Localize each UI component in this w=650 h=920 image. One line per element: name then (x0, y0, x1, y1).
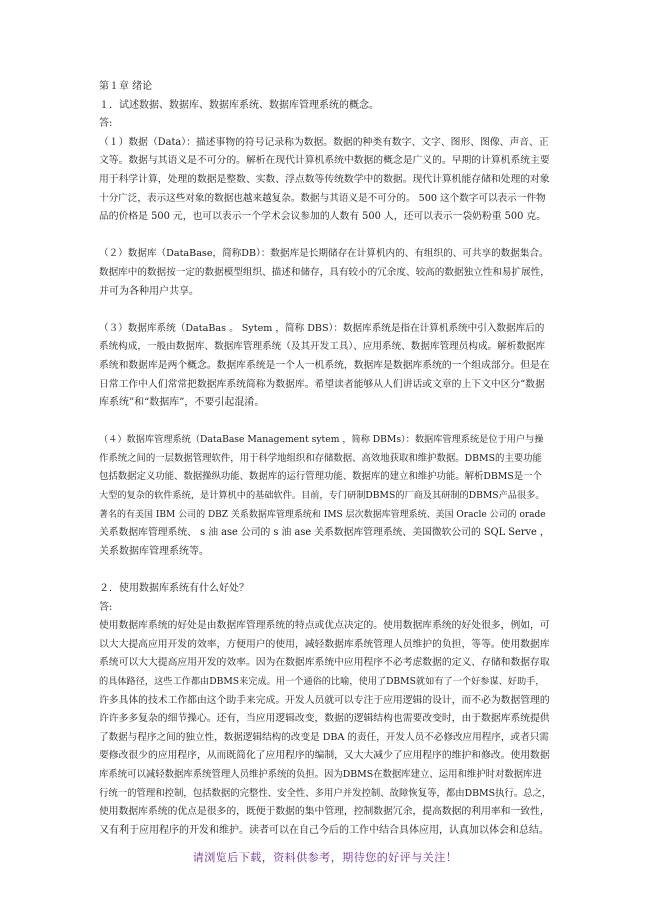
paragraph-gap (99, 413, 549, 432)
q2-p1-line: 要修改很少的应用程序，从而既简化了应用程序的编制，又大大减少了应用程序的维护和修改。使用数据 (99, 750, 550, 762)
q1-p4-line: 著名的有美国 IBM 公司的 DBZ 关系数据库管理系统和 IMS 层次数据库管理系统、美国 Oracle 公司的 orade (99, 509, 546, 520)
chapter-title: 第１章 绪论 (99, 81, 153, 92)
q2-p1-line: 使用数据库系统的优点是很多的，既便于数据的集中管理，控制数据冗余，提高数据的利用率和一致性， (99, 806, 550, 818)
q2-p1-line: 使用数据库系统的好处是由数据库管理系统的特点或优点决定的。使用数据库系统的好处很多，例如，可 (99, 620, 550, 632)
paragraph-gap (99, 301, 549, 320)
q2-p1-line: 以大大提高应用开发的效率，方便用户的使用，减轻数据库系统管理人员维护的负担，等等。使用数据库 (99, 638, 550, 650)
document-body (99, 78, 552, 840)
q1-p3-line: 系统和数据库是两个概念。数据库系统是一个人一机系统，数据库是数据库系统的一个组成部分。但是在 (99, 359, 550, 371)
q1-p1-line: 十分广泛，表示这些对象的数据也越来越复杂。数据与其语义是不可分的。 500 这个数字可以表示一件物 (99, 192, 546, 204)
question-1: １．试述数据、数据库、数据库系统、数据库管理系统的概念。 (99, 99, 379, 111)
q2-p1-line: 了数据与程序之间的独立性，数据逻辑结构的改变是 DBA 的责任，开发人员不必修改应用程序，或者只需 (99, 731, 549, 743)
q1-p4-line: （４）数据库管理系统（DataBase Management sytem ，简称 DBMs）：数据库管理系统是位于用户与操 (99, 434, 544, 446)
q1-p1-line: 文等。数据与其语义是不可分的。解析在现代计算机系统中数据的概念是广义的。早期的计算机系统主要 (99, 155, 550, 167)
q2-p1-line: 库系统可以减轻数据库系统管理人员维护系统的负担。因为DBMS在数据库建立、运用和维护时对数据库进 (99, 768, 542, 780)
q1-p1-line: 用于科学计算，处理的数据是整数、实数、浮点数等传统数学中的数据。现代计算机能存储和处理的对象 (99, 173, 550, 185)
q1-p4-line: 大型的复杂的软件系统，是计算机中的基础软件。目前，专门研制DBMS的厂商及其研制的DBMS产品很多。 (99, 490, 545, 502)
q1-p4-line: 关系数据库管理系统、 s 油 ase 公司的 s 油 ase 关系数据库管理系统、美国微软公司的 SQL Serve ， (99, 527, 550, 539)
q1-p3-line: 日常工作中人们常常把数据库系统简称为数据库。希望读者能够从人们讲话或文章的上下文中区分“数据 (99, 378, 545, 390)
q2-p1-line: 行统一的管理和控制，包括数据的完整性、安全性、多用户并发控制、故障恢复等，都由DBMS执行。总之， (99, 787, 552, 799)
q1-p3-line: 系统构成，一般由数据库、数据库管理系统（及其开发工具）、应用系统、数据库管理员构成。解析数据库 (99, 341, 546, 353)
q1-p4-line: 作系统之间的一层数据管理软件，用于科学地组织和存储数据、高效地获取和维护数据。DBMS的主要功能 (99, 452, 542, 464)
q2-p1-line: 系统可以大大提高应用开发的效率。因为在数据库系统中应用程序不必考虑数据的定义、存储和数据存取 (99, 657, 550, 669)
q1-p4-line: 包括数据定义功能、数据操纵功能、数据库的运行管理功能、数据库的建立和维护功能。解析DBMS是一个 (99, 471, 542, 483)
question-2: ２．使用数据库系统有什么好处？ (99, 583, 249, 595)
paragraph-gap (99, 561, 549, 580)
footer-note: 请浏览后下载，资料供参考，期待您的好评与关注！ (192, 851, 458, 864)
q1-p1-line: （１）数据（Data）：描述事物的符号记录称为数据。数据的种类有数字、文字、图形、图像、声音、正 (99, 136, 549, 148)
q2-p1-line: 的具体路径，这些工作都由DBMS来完成。用一个通俗的比喻，使用了DBMS就如有了一个好参谋、好助手， (99, 676, 545, 687)
q1-p3-line: 库系统”和“数据库”，不要引起混淆。 (99, 397, 265, 409)
answer-label-1: 答: (99, 118, 113, 130)
answer-label-2: 答: (99, 601, 113, 613)
q1-p1-line: 品的价格是 500 元，也可以表示一个学术会议参加的人数有 500 人，还可以表示一袋奶粉重 500 克。 (99, 211, 547, 223)
paragraph-gap (99, 227, 549, 246)
q1-p2-line: 并可为各种用户共享。 (99, 285, 199, 297)
q1-p2-line: 数据库中的数据按一定的数据模型组织、描述和储存，具有较小的冗余度、较高的数据独立性和易扩展性， (99, 266, 550, 278)
q2-p1-line: 许多具体的技术工作都由这个助手来完成。开发人员就可以专注于应用逻辑的设计，而不必为数据管理的 (99, 694, 550, 706)
q2-p1-line: 又有利于应用程序的开发和维护。读者可以在自己今后的工作中结合具体应用，认真加以体会和总结。 (99, 824, 549, 836)
q1-p3-line: （３）数据库系统（DataBas 。 Sytem ，简称 DBS）：数据库系统是指在计算机系统中引入数据库后的 (99, 322, 545, 334)
q1-p2-line: （２）数据库（DataBase，简称DB）：数据库是长期储存在计算机内的、有组织的、可共享的数据集合。 (99, 248, 549, 260)
q2-p1-line: 许许多多复杂的细节操心。还有，当应用逻辑改变，数据的逻辑结构也需要改变时，由于数据库系统提供 (99, 713, 550, 725)
q1-p4-line: 关系数据库管理系统等。 (99, 545, 209, 557)
